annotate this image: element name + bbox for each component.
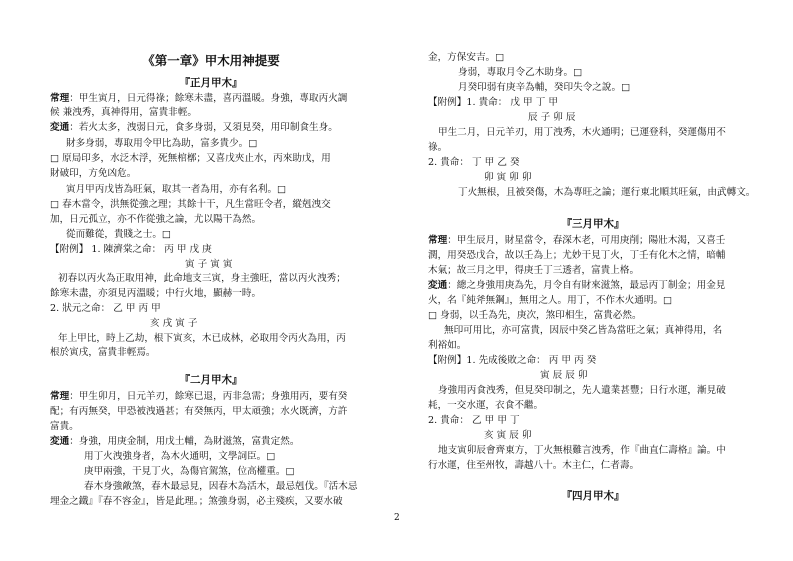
text-line — [58, 272, 346, 285]
line-text: ：若火太多，洩弱日元，食多身弱，又須見癸，用印制食生身。 — [69, 122, 338, 133]
text-line — [50, 302, 161, 315]
line-text: 辰 子 卯 辰 — [528, 112, 576, 123]
line-text: 身強用丙食洩秀，但見癸印制之，先人遺業甚豐；日行水運，漸見破 — [438, 385, 726, 396]
line-text: 行水運，住至州牧，壽越八十。木主仁，仁者壽。 — [428, 460, 640, 471]
text-line — [428, 294, 672, 307]
section-heading — [50, 77, 372, 90]
term-label: 常理 — [428, 235, 448, 246]
line-text: ：甲生寅月，日元得祿；餘寒未盡，喜丙溫暖。身強，專取丙火調 — [69, 93, 348, 104]
text-line — [428, 399, 543, 412]
text-line — [50, 243, 212, 256]
line-text: 『二月甲木』 — [179, 374, 243, 386]
line-text: ：甲生辰月，財星當令，春深木老，可用庚削；陽壯木渴，又喜壬 — [447, 235, 726, 246]
text-line — [84, 480, 357, 493]
text-line — [444, 324, 722, 337]
line-text: 年上甲比，時上乙劫，根下寅亥，木已成林，必取用令丙火為用，丙 — [58, 333, 346, 344]
line-text: 餘寒未盡，亦須見丙溫暖；中行火地，顯赫一時。 — [50, 288, 262, 299]
line-text: 【附例】1. 先成後敗之命： 丙 甲 丙 癸 — [428, 355, 597, 366]
line-text: 潤，用癸恐戊合，故以壬為上；尤妙干見丁火，丁壬有化木之情，暗輔 — [428, 250, 726, 261]
text-line — [50, 198, 331, 211]
line-text: 初春以丙火為正取用神，此命地支三寅，身主強旺，當以丙火洩秀； — [58, 273, 346, 284]
line-text: 耗，一交水運，衣食不繼。 — [428, 400, 544, 411]
section-heading — [428, 490, 758, 503]
text-line — [66, 183, 286, 196]
line-text: 身弱，專取月令乙木助身。□ — [458, 67, 583, 78]
line-text: □ 春木當令，洪無從強之理；其餘十干，凡生當旺令者，縱剋洩交 — [50, 199, 331, 210]
line-text: 寅 辰 辰 卯 — [540, 370, 588, 381]
text-line — [484, 429, 532, 442]
line-text: 『四月甲木』 — [561, 490, 625, 502]
text-line — [66, 137, 257, 150]
line-text: ：甲生卯月，日元羊刃，餘寒已退，丙非急需；身強用丙，要有癸 — [69, 391, 348, 402]
text-line — [50, 167, 136, 180]
text-line — [540, 369, 588, 382]
line-text: 火，名『純斧無鋼』，無用之人。用丁，不作木火通明。□ — [428, 295, 673, 306]
text-line — [428, 141, 447, 154]
line-text: 寅 子 寅 寅 — [185, 259, 233, 270]
chapter-title — [50, 54, 372, 67]
text-line — [50, 287, 261, 300]
text-line — [428, 459, 639, 472]
line-text: 『三月甲木』 — [561, 218, 625, 230]
text-line — [50, 435, 299, 448]
text-line — [428, 249, 725, 262]
line-text: 木氣；故三月之甲，得庚壬丁三透者，富貴上格。 — [428, 265, 640, 276]
text-line — [50, 121, 338, 134]
line-text: ：總之身強用庚為先，月令自有財來滋煞，最忌丙丁制金；用金見 — [447, 280, 726, 291]
text-line — [438, 384, 726, 397]
text-line — [84, 465, 295, 478]
line-text: 春木身強敵煞，春木最忌見，因春木為活木，最忌剋伐。『活木忌 — [84, 481, 358, 492]
line-text: 『正月甲木』 — [179, 77, 243, 89]
line-text: 《第一章》甲木用神提要 — [142, 53, 280, 68]
text-line — [428, 279, 725, 292]
text-line — [50, 405, 347, 418]
line-text: 2. 貴命： 丁 甲 乙 癸 — [428, 157, 520, 168]
text-line — [50, 495, 343, 508]
text-line — [50, 152, 331, 165]
text-line — [50, 92, 347, 105]
text-line — [50, 420, 79, 433]
text-line — [50, 106, 197, 119]
text-line — [66, 228, 171, 241]
line-text: 【附例】1. 貴命： 戊 甲 丁 甲 — [428, 97, 558, 108]
text-line — [150, 317, 198, 330]
text-line — [428, 339, 466, 352]
line-text: 寅月甲丙戊皆為旺氣，取其一者為用，亦有名利。□ — [66, 184, 287, 195]
line-text: ：身強，用庚金制，用戊土輔，為財滋煞，富貴定然。 — [69, 436, 300, 447]
text-line — [58, 332, 346, 345]
text-line — [528, 111, 576, 124]
line-text: 丁火無根，且被癸傷，木為專旺之論；運行東北順其旺氣，由武轉文。 — [458, 187, 756, 198]
line-text: 【附例】 1. 陳濟棠之命： 丙 甲 戊 庚 — [50, 244, 212, 255]
line-text: 亥 寅 辰 卯 — [484, 430, 532, 441]
line-text: 加，日元孤立，亦不作從強之論，尤以陽干為然。 — [50, 214, 262, 225]
term-label: 変通 — [50, 436, 70, 447]
line-text: 庚甲兩強，干見丁火，為傷官駕煞，位高權重。□ — [84, 466, 295, 477]
line-text: 富貴。 — [50, 421, 79, 432]
line-text: 無印可用比，亦可富貴，因辰中癸乙皆為當旺之氣；真神得用，名 — [444, 325, 723, 336]
text-line — [484, 171, 532, 184]
line-text: □ 原局印多，水泛木浮，死無棺槨；又喜戊夾止水，丙來助戊，用 — [50, 153, 331, 164]
text-line — [458, 66, 582, 79]
term-label: 変通 — [428, 280, 448, 291]
line-text: 財破印，方免凶危。 — [50, 168, 137, 179]
line-text: 月癸印弱有庚辛為輔，癸印失令之說。□ — [458, 82, 631, 93]
text-line — [428, 354, 596, 367]
term-label: 変通 — [50, 122, 70, 133]
section-heading — [50, 374, 372, 387]
text-line — [458, 81, 630, 94]
text-line — [84, 450, 275, 463]
text-line — [428, 96, 558, 109]
text-line — [428, 156, 520, 169]
text-line — [438, 444, 726, 457]
line-text: □ 身弱，以壬為先，庚次，煞印相生，富貴必然。 — [428, 310, 642, 321]
page-number: 2 — [394, 513, 400, 523]
line-text: 2. 貴命： 乙 甲 甲 丁 — [428, 415, 520, 426]
line-text: 卯 寅 卯 卯 — [484, 172, 532, 183]
text-line — [428, 414, 520, 427]
text-line — [458, 186, 755, 199]
text-line — [50, 213, 261, 226]
text-line — [50, 346, 156, 359]
term-label: 常理 — [50, 93, 70, 104]
text-line — [428, 264, 639, 277]
line-text: 金，方保安吉。□ — [428, 52, 505, 63]
text-line — [185, 258, 233, 271]
line-text: 祿。 — [428, 142, 448, 153]
line-text: 配；有丙無癸，甲恐被洩過甚；有癸無丙，甲太頑強；水火既濟，方許 — [50, 406, 348, 417]
line-text: 財多身弱，專取用令甲比為助，富多貴少。□ — [66, 138, 258, 149]
line-text: 2. 狀元之命： 乙 甲 丙 甲 — [50, 303, 161, 314]
term-label: 常理 — [50, 391, 70, 402]
line-text: 地支寅卯辰會齊東方，丁火無根難言洩秀，作『曲直仁壽格』論。中 — [438, 445, 726, 456]
text-line — [50, 390, 347, 403]
line-text: 利裕如。 — [428, 340, 467, 351]
line-text: 用丁火洩強身者，為木火通明，文學詞臣。□ — [84, 451, 276, 462]
text-line — [428, 309, 642, 322]
line-text: 根於寅戌，富貴非輕焉。 — [50, 347, 156, 358]
section-heading — [428, 218, 758, 231]
text-line — [428, 51, 504, 64]
line-text: 甲生二月，日元羊刃，用丁洩秀，木火通明；已運登科，癸運傷用不 — [438, 127, 726, 138]
line-text: 從而難從，貴賤之士。□ — [66, 229, 172, 240]
text-line — [438, 126, 726, 139]
line-text: 亥 戌 寅 子 — [150, 318, 198, 329]
line-text: 候 兼洩秀，真神得用，富貴非輕。 — [50, 107, 197, 118]
line-text: 埋金之鐵』『春不容金』，皆是此理。；煞強身弱，必主殘疾，又要水破 — [50, 496, 343, 507]
text-line — [428, 234, 725, 247]
